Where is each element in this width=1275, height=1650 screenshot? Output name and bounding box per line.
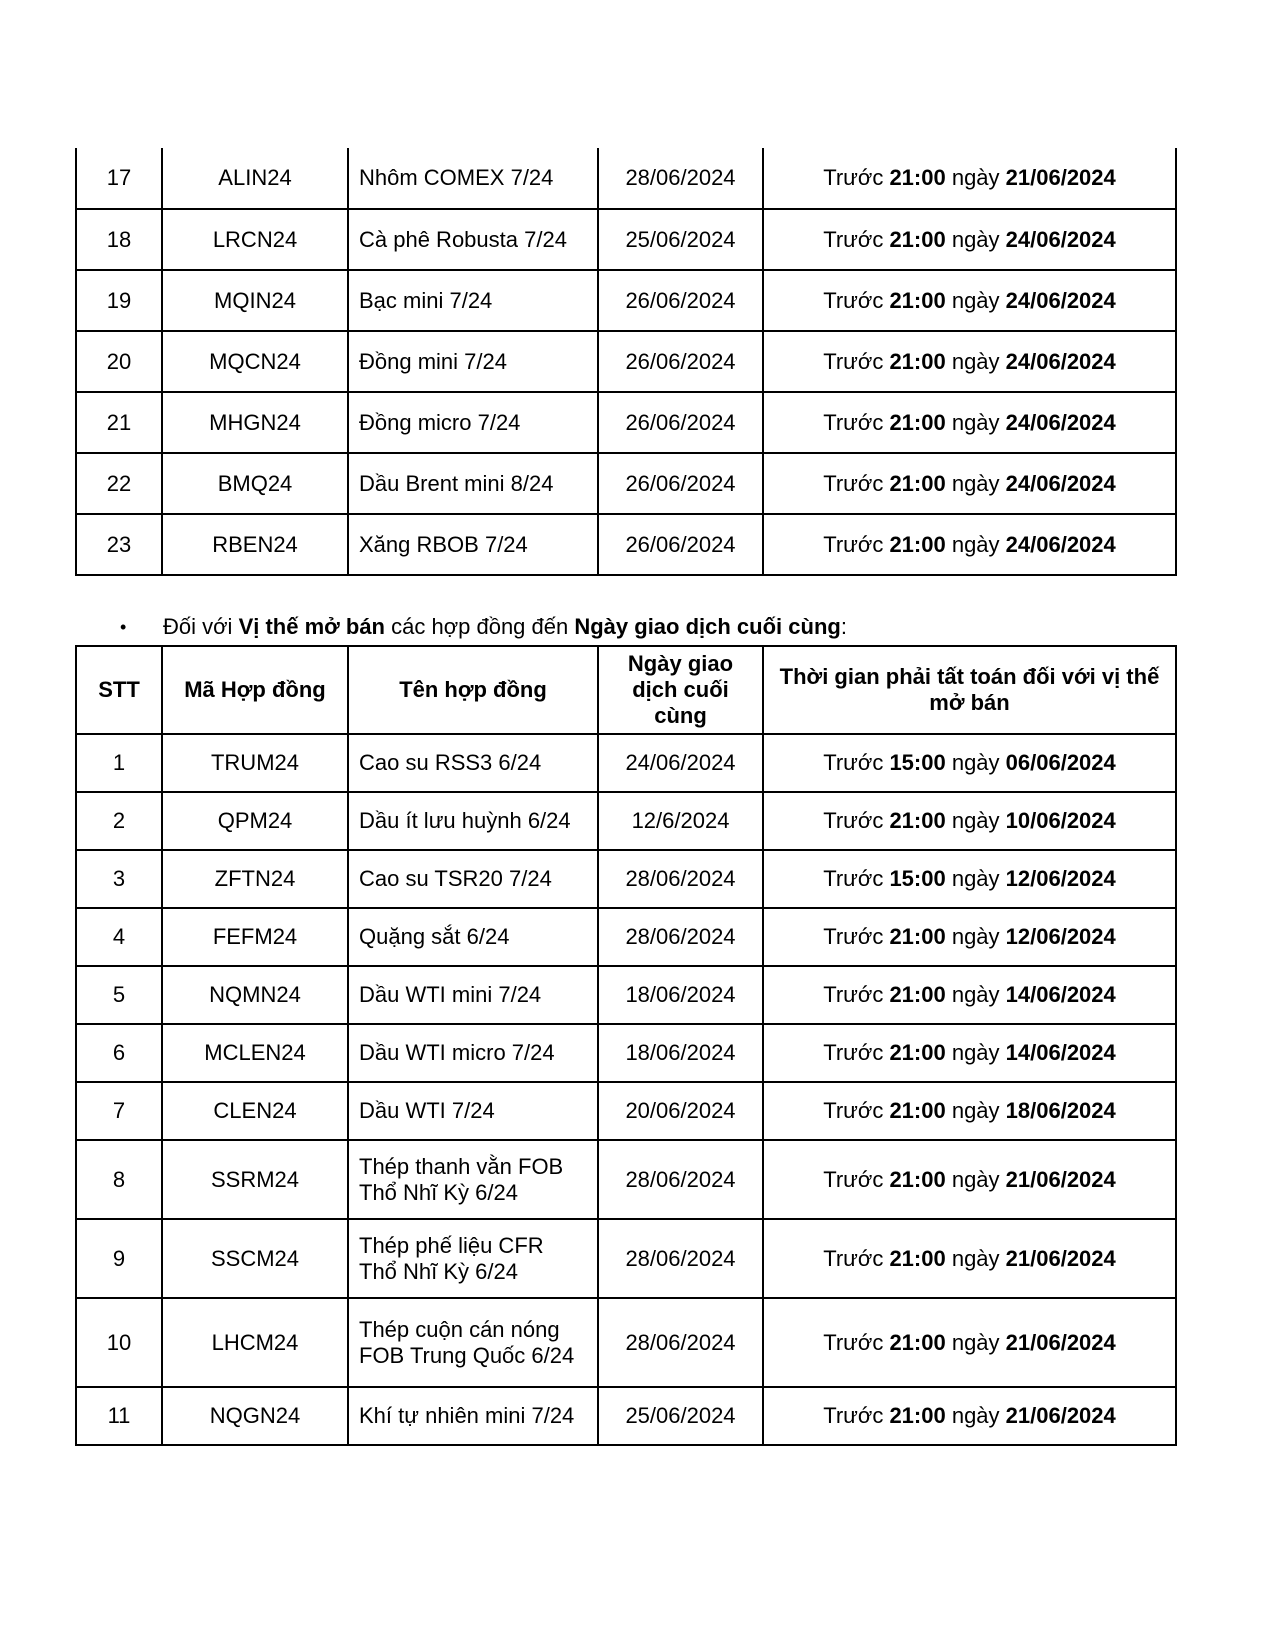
table-row — [76, 1140, 1176, 1219]
row-contract-name: Dầu WTI micro 7/24 — [348, 1024, 598, 1082]
row-contract-code: ZFTN24 — [162, 850, 348, 908]
row-stt: 22 — [76, 453, 162, 514]
row-stt: 4 — [76, 908, 162, 966]
table-row — [76, 908, 1176, 966]
row-contract-name: Dầu WTI 7/24 — [348, 1082, 598, 1140]
table-row — [76, 966, 1176, 1024]
row-stt: 17 — [76, 148, 162, 209]
row-contract-code: MCLEN24 — [162, 1024, 348, 1082]
row-last-trading-day: 26/06/2024 — [598, 392, 763, 453]
row-stt: 6 — [76, 1024, 162, 1082]
row-last-trading-day: 12/6/2024 — [598, 792, 763, 850]
row-contract-name: Thép cuộn cán nóng FOB Trung Quốc 6/24 — [348, 1298, 598, 1387]
table-row — [76, 514, 1176, 575]
table-row — [76, 1387, 1176, 1445]
row-last-trading-day: 24/06/2024 — [598, 734, 763, 792]
header-settlement-time: Thời gian phải tất toán đối với vị thế mở bán — [763, 646, 1176, 734]
bullet-emphasis: Vị thế mở bán — [238, 614, 385, 639]
row-contract-name: Bạc mini 7/24 — [348, 270, 598, 331]
row-stt: 9 — [76, 1219, 162, 1298]
row-contract-code: QPM24 — [162, 792, 348, 850]
row-settlement-time: Trước 21:00 ngày 14/06/2024 — [763, 1024, 1176, 1082]
row-contract-code: SSRM24 — [162, 1140, 348, 1219]
row-last-trading-day: 26/06/2024 — [598, 453, 763, 514]
row-settlement-time: Trước 21:00 ngày 21/06/2024 — [763, 1219, 1176, 1298]
row-stt: 2 — [76, 792, 162, 850]
row-stt: 3 — [76, 850, 162, 908]
row-stt: 19 — [76, 270, 162, 331]
row-contract-code: FEFM24 — [162, 908, 348, 966]
row-contract-code: TRUM24 — [162, 734, 348, 792]
table-row — [76, 1298, 1176, 1387]
table-row — [76, 453, 1176, 514]
row-settlement-time: Trước 21:00 ngày 12/06/2024 — [763, 908, 1176, 966]
table-row — [76, 331, 1176, 392]
row-contract-code: MQIN24 — [162, 270, 348, 331]
row-contract-name: Nhôm COMEX 7/24 — [348, 148, 598, 209]
row-settlement-time: Trước 15:00 ngày 06/06/2024 — [763, 734, 1176, 792]
header-last-trading-day: Ngày giao dịch cuối cùng — [598, 646, 763, 734]
row-settlement-time: Trước 21:00 ngày 24/06/2024 — [763, 453, 1176, 514]
row-settlement-time: Trước 21:00 ngày 24/06/2024 — [763, 514, 1176, 575]
bullet-icon: • — [120, 617, 127, 637]
row-contract-code: LHCM24 — [162, 1298, 348, 1387]
row-settlement-time: Trước 21:00 ngày 21/06/2024 — [763, 1140, 1176, 1219]
table-header-row — [76, 646, 1176, 734]
row-contract-code: BMQ24 — [162, 453, 348, 514]
table-row — [76, 792, 1176, 850]
row-stt: 7 — [76, 1082, 162, 1140]
row-contract-name: Dầu Brent mini 8/24 — [348, 453, 598, 514]
row-contract-code: CLEN24 — [162, 1082, 348, 1140]
row-contract-code: LRCN24 — [162, 209, 348, 270]
row-contract-name: Dầu ít lưu huỳnh 6/24 — [348, 792, 598, 850]
row-last-trading-day: 18/06/2024 — [598, 1024, 763, 1082]
row-contract-code: MQCN24 — [162, 331, 348, 392]
bullet-text-part: Đối với — [163, 614, 239, 639]
section-intro-bullet — [120, 613, 847, 641]
row-contract-name: Cao su RSS3 6/24 — [348, 734, 598, 792]
header-contract-name: Tên hợp đồng — [348, 646, 598, 734]
row-last-trading-day: 25/06/2024 — [598, 209, 763, 270]
row-last-trading-day: 28/06/2024 — [598, 850, 763, 908]
row-last-trading-day: 28/06/2024 — [598, 1140, 763, 1219]
table-row — [76, 392, 1176, 453]
row-settlement-time: Trước 21:00 ngày 14/06/2024 — [763, 966, 1176, 1024]
row-contract-code: RBEN24 — [162, 514, 348, 575]
row-last-trading-day: 18/06/2024 — [598, 966, 763, 1024]
row-stt: 18 — [76, 209, 162, 270]
row-contract-name: Cao su TSR20 7/24 — [348, 850, 598, 908]
row-contract-code: MHGN24 — [162, 392, 348, 453]
row-contract-code: ALIN24 — [162, 148, 348, 209]
row-settlement-time: Trước 21:00 ngày 18/06/2024 — [763, 1082, 1176, 1140]
table-row — [76, 148, 1176, 209]
row-last-trading-day: 28/06/2024 — [598, 1219, 763, 1298]
row-last-trading-day: 26/06/2024 — [598, 331, 763, 392]
row-last-trading-day: 28/06/2024 — [598, 908, 763, 966]
row-stt: 1 — [76, 734, 162, 792]
row-stt: 20 — [76, 331, 162, 392]
bullet-text-part: : — [840, 614, 847, 639]
row-last-trading-day: 26/06/2024 — [598, 270, 763, 331]
row-stt: 23 — [76, 514, 162, 575]
row-settlement-time: Trước 21:00 ngày 24/06/2024 — [763, 209, 1176, 270]
row-last-trading-day: 28/06/2024 — [598, 148, 763, 209]
row-stt: 5 — [76, 966, 162, 1024]
row-stt: 11 — [76, 1387, 162, 1445]
row-contract-name: Xăng RBOB 7/24 — [348, 514, 598, 575]
bullet-emphasis: Ngày giao dịch cuối cùng — [574, 614, 841, 639]
row-stt: 21 — [76, 392, 162, 453]
table-row — [76, 734, 1176, 792]
row-stt: 8 — [76, 1140, 162, 1219]
row-contract-code: SSCM24 — [162, 1219, 348, 1298]
row-contract-code: NQGN24 — [162, 1387, 348, 1445]
row-settlement-time: Trước 21:00 ngày 24/06/2024 — [763, 392, 1176, 453]
row-contract-name: Thép phế liệu CFR Thổ Nhĩ Kỳ 6/24 — [348, 1219, 598, 1298]
row-contract-code: NQMN24 — [162, 966, 348, 1024]
row-last-trading-day: 25/06/2024 — [598, 1387, 763, 1445]
short-position-contracts-table — [75, 645, 1177, 1446]
row-settlement-time: Trước 21:00 ngày 21/06/2024 — [763, 1387, 1176, 1445]
row-settlement-time: Trước 15:00 ngày 12/06/2024 — [763, 850, 1176, 908]
row-settlement-time: Trước 21:00 ngày 24/06/2024 — [763, 331, 1176, 392]
row-stt: 10 — [76, 1298, 162, 1387]
table-row — [76, 1082, 1176, 1140]
table-row — [76, 850, 1176, 908]
header-stt: STT — [76, 646, 162, 734]
row-contract-name: Thép thanh vằn FOB Thổ Nhĩ Kỳ 6/24 — [348, 1140, 598, 1219]
table-row — [76, 270, 1176, 331]
row-settlement-time: Trước 21:00 ngày 21/06/2024 — [763, 1298, 1176, 1387]
row-last-trading-day: 26/06/2024 — [598, 514, 763, 575]
row-last-trading-day: 20/06/2024 — [598, 1082, 763, 1140]
contracts-table-continued — [75, 148, 1177, 576]
table-row — [76, 1219, 1176, 1298]
row-settlement-time: Trước 21:00 ngày 10/06/2024 — [763, 792, 1176, 850]
row-contract-name: Quặng sắt 6/24 — [348, 908, 598, 966]
row-contract-name: Dầu WTI mini 7/24 — [348, 966, 598, 1024]
row-contract-name: Khí tự nhiên mini 7/24 — [348, 1387, 598, 1445]
row-settlement-time: Trước 21:00 ngày 24/06/2024 — [763, 270, 1176, 331]
row-contract-name: Đồng micro 7/24 — [348, 392, 598, 453]
row-settlement-time: Trước 21:00 ngày 21/06/2024 — [763, 148, 1176, 209]
table-row — [76, 1024, 1176, 1082]
table-row — [76, 209, 1176, 270]
row-contract-name: Cà phê Robusta 7/24 — [348, 209, 598, 270]
bullet-text-part: các hợp đồng đến — [385, 614, 575, 639]
row-last-trading-day: 28/06/2024 — [598, 1298, 763, 1387]
row-contract-name: Đồng mini 7/24 — [348, 331, 598, 392]
header-contract-code: Mã Hợp đồng — [162, 646, 348, 734]
